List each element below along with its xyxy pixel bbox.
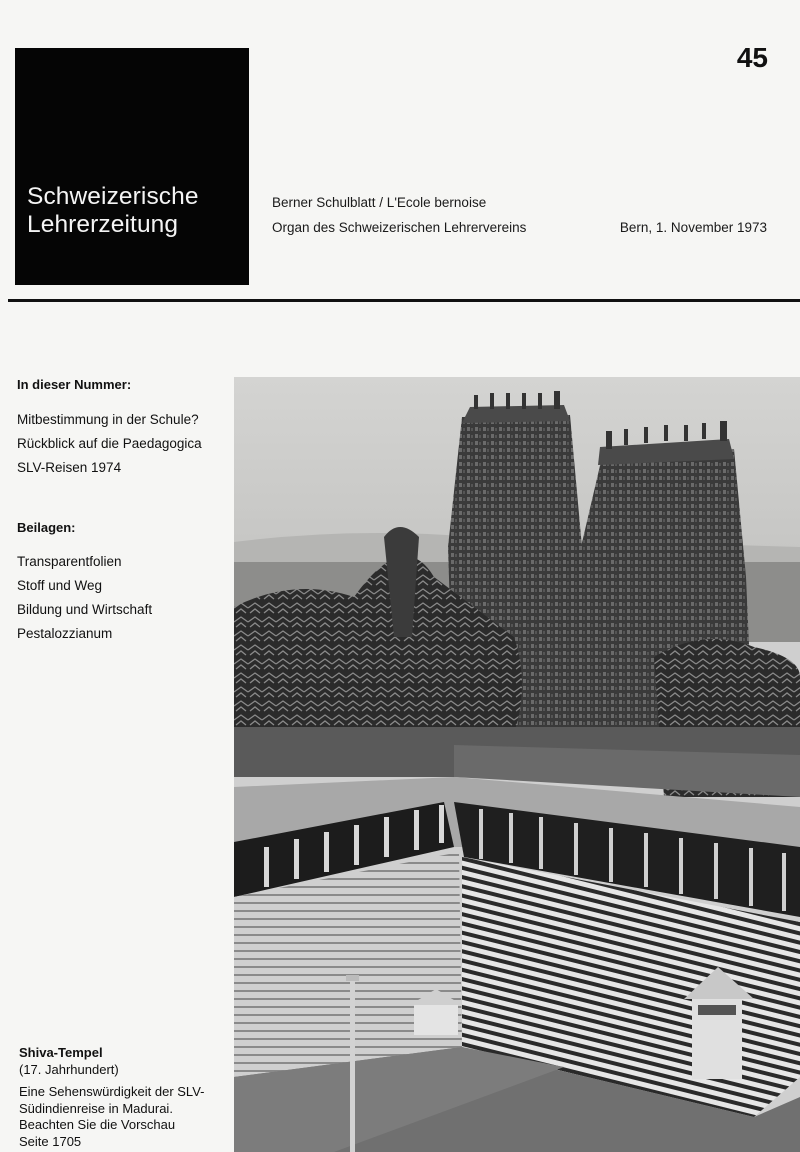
temple-photo [234,377,800,1152]
supplement-item: Bildung und Wirtschaft [17,602,153,617]
issue-number: 45 [736,42,768,73]
publication-subtitle: Berner Schulblatt / L'Ecole bernoise [272,195,487,210]
header-divider [8,299,800,302]
caption-title: Shiva-Tempel [19,1045,103,1060]
caption-body [19,1084,234,1150]
supplement-item: Transparentfolien [17,554,122,569]
supplement-item: Pestalozzianum [17,626,113,641]
contents-item: Rückblick auf die Paedagogica [17,436,202,451]
issue-date: Bern, 1. November 1973 [619,220,767,235]
temple-photo-image [234,377,800,1152]
masthead-title [27,183,199,239]
masthead-logo-box [15,48,249,285]
contents-item: SLV-Reisen 1974 [17,460,122,475]
contents-item: Mitbestimmung in der Schule? [17,412,199,427]
publication-organ: Organ des Schweizerischen Lehrervereins [272,220,527,235]
caption-line: Eine Sehenswürdigkeit der SLV- [19,1084,205,1099]
caption-line: Südindienreise in Madurai. [19,1100,173,1116]
caption-line: Seite 1705 [19,1133,82,1149]
caption-subtitle: (17. Jahrhundert) [19,1061,119,1077]
masthead-title-line-2: Lehrerzeitung [27,211,179,238]
contents-list [17,408,202,480]
masthead-title-line-1: Schweizerische [27,183,199,210]
supplements-heading: Beilagen: [17,520,76,535]
photo-caption [19,1045,234,1150]
supplements-list [17,550,152,646]
supplement-item: Stoff und Weg [17,578,103,593]
contents-heading: In dieser Nummer: [17,377,132,392]
caption-line: Beachten Sie die Vorschau [19,1117,176,1132]
